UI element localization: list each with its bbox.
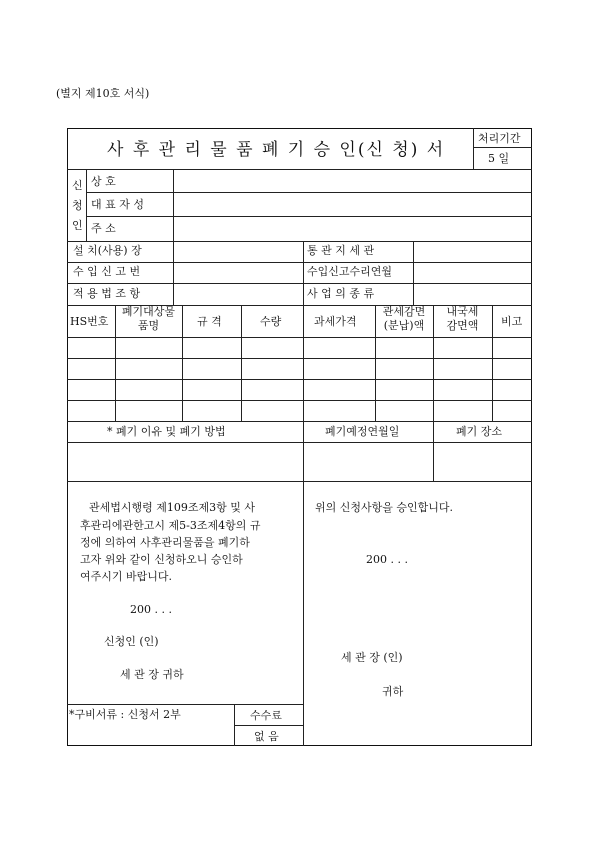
applicant-group-char: 청 <box>72 199 83 212</box>
application-date: 200 . . . <box>130 603 172 616</box>
business-type-label: 사 업 의 종 류 <box>307 287 375 300</box>
row-line <box>67 358 532 359</box>
row-line <box>67 262 532 263</box>
header-remarks: 비고 <box>501 315 523 328</box>
row-line <box>67 421 532 422</box>
application-addressee: 세 관 장 귀하 <box>120 668 184 681</box>
applicant-group-char: 신 <box>72 179 83 192</box>
application-text-line: 고자 위와 같이 신청하오니 승인하 <box>80 553 243 566</box>
disposal-place-header: 폐기 장소 <box>456 425 503 438</box>
header-hs-code: HS번호 <box>70 315 109 328</box>
fee-label: 수수료 <box>250 709 282 722</box>
fee-value: 없 음 <box>254 730 279 743</box>
applicant-group-divider <box>86 169 87 241</box>
row-line <box>86 216 532 217</box>
row-line <box>67 169 532 170</box>
row-line <box>67 442 532 443</box>
row-line <box>67 379 532 380</box>
col-line <box>241 305 242 421</box>
col-line <box>303 421 304 481</box>
application-text-line: 정에 의하여 사후관리물품을 폐기하 <box>80 536 250 549</box>
approval-addressee: 귀하 <box>382 685 404 698</box>
acceptance-date-label: 수입신고수리연월 <box>307 265 393 278</box>
application-text-line: 후관리에관한고시 제5-3조제4항의 규 <box>80 519 261 532</box>
applicable-law-label: 적 용 법 조 항 <box>73 287 141 300</box>
installation-place-label: 설 치(사용) 장 <box>73 244 142 257</box>
row-line <box>67 283 532 284</box>
footer-line <box>234 725 303 726</box>
footer-line <box>67 704 303 705</box>
required-documents: *구비서류 : 신청서 2부 <box>69 708 181 721</box>
header-quantity: 수량 <box>260 315 282 328</box>
disposal-reason-header: * 폐기 이유 및 폐기 방법 <box>107 425 226 438</box>
applicant-group-char: 인 <box>72 219 83 232</box>
info-divider <box>413 241 414 305</box>
header-spec: 규 격 <box>197 315 222 328</box>
col-line <box>303 305 304 421</box>
form-title: 사 후 관 리 물 품 폐 기 승 인(신 청) 서 <box>107 140 446 160</box>
header-taxable-value: 과세가격 <box>314 315 357 328</box>
row-line <box>86 192 532 193</box>
disposal-date-header: 폐기예정연월일 <box>325 425 400 438</box>
applicant-label-divider <box>173 169 174 241</box>
import-declaration-no-label: 수 입 신 고 번 <box>73 265 141 278</box>
processing-period-label: 처리기간 <box>478 132 521 145</box>
application-text-line: 여주시기 바랍니다. <box>80 570 173 583</box>
application-text-line: 관세법시행령 제109조제3항 및 사 <box>89 501 255 514</box>
info-divider <box>173 241 174 305</box>
customs-office-label: 통 관 지 세 관 <box>307 244 375 257</box>
row-line <box>67 400 532 401</box>
title-divider <box>473 128 474 169</box>
info-divider <box>303 241 304 305</box>
row-line <box>67 241 532 242</box>
applicant-signature-line: 신청인 (인) <box>104 635 159 648</box>
processing-period-value: 5 일 <box>488 152 510 165</box>
row-line <box>67 337 532 338</box>
header-duty-reduction: 관세감면 (분납)액 <box>382 305 426 332</box>
col-line <box>182 305 183 421</box>
form-code: (별지 제10호 서식) <box>56 87 150 100</box>
header-internal-tax-reduction: 내국세 감면액 <box>446 305 479 332</box>
approval-date: 200 . . . <box>366 553 408 566</box>
business-name-label: 상 호 <box>91 175 116 188</box>
period-divider <box>473 147 532 148</box>
address-label: 주 소 <box>91 222 116 235</box>
header-item-name: 폐기대상물 품명 <box>121 305 176 332</box>
approval-text: 위의 신청사항을 승인합니다. <box>315 501 454 514</box>
row-line <box>67 481 532 482</box>
col-line <box>433 421 434 481</box>
section-divider <box>303 481 304 746</box>
col-line <box>492 305 493 421</box>
approval-signer: 세 관 장 (인) <box>341 651 403 664</box>
representative-name-label: 대 표 자 성 <box>91 198 144 211</box>
